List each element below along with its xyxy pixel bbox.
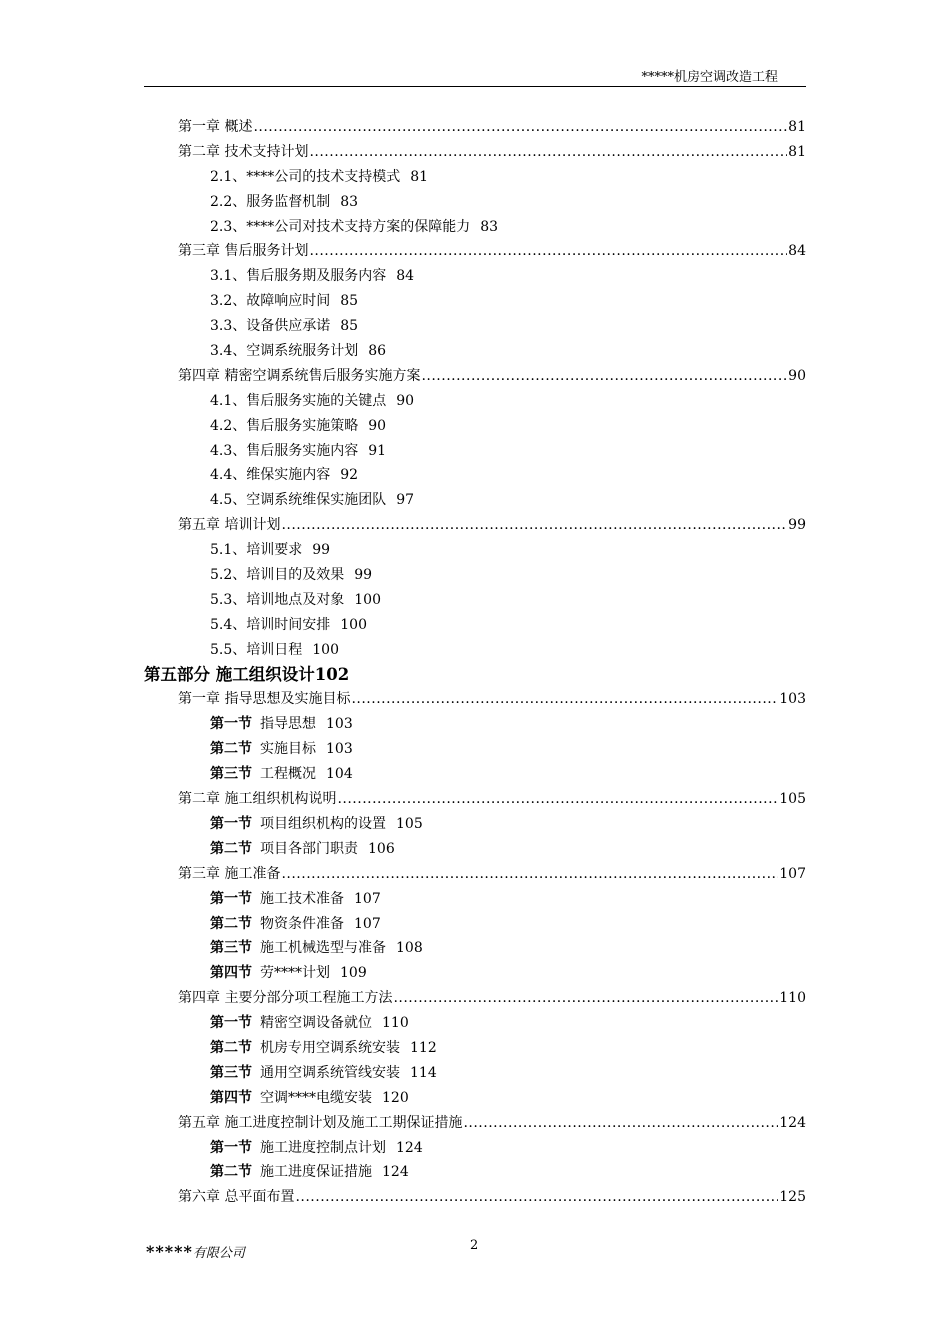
toc-entry-page: 105	[779, 791, 806, 808]
toc-entry-page: 107	[779, 865, 806, 882]
toc-section-label: 第一节	[210, 716, 252, 733]
toc-entry-page: 103	[326, 716, 353, 733]
toc-entry-chapter[interactable]	[144, 862, 806, 887]
toc-entry-title: 2.1、****公司的技术支持模式	[210, 168, 401, 185]
running-header: *****机房空调改造工程	[641, 70, 778, 85]
toc-entry-sub[interactable]	[144, 414, 806, 439]
toc-entry-title: 第一章 指导思想及实施目标	[178, 691, 351, 708]
toc-entry-page: 107	[354, 915, 381, 932]
toc-entry-sub[interactable]	[144, 563, 806, 588]
toc-entry-sub[interactable]	[144, 389, 806, 414]
toc-entry-title: 5.1、培训要求	[210, 542, 303, 559]
table-of-contents	[144, 115, 806, 1210]
toc-entry-sec[interactable]	[144, 837, 806, 862]
company-mark: *****	[146, 1242, 193, 1261]
toc-entry-page: 108	[396, 940, 423, 957]
dot-leader	[309, 140, 787, 165]
toc-entry-sub[interactable]	[144, 463, 806, 488]
toc-entry-title: 施工机械选型与准备	[260, 940, 386, 957]
page-number: 2	[470, 1238, 479, 1253]
toc-entry-title: 5.2、培训目的及效果	[210, 567, 345, 584]
toc-entry-sec[interactable]	[144, 1061, 806, 1086]
toc-entry-page: 100	[340, 616, 367, 633]
toc-entry-page: 99	[354, 567, 373, 584]
toc-entry-sec[interactable]	[144, 1011, 806, 1036]
toc-entry-page: 110	[382, 1015, 409, 1032]
toc-entry-title: 第三章 施工准备	[178, 865, 281, 882]
toc-section-label: 第三节	[210, 1064, 252, 1081]
toc-entry-page: 92	[340, 467, 359, 484]
dot-leader	[337, 787, 778, 812]
dot-leader	[253, 115, 787, 140]
toc-entry-sec[interactable]	[144, 762, 806, 787]
toc-entry-title: 项目各部门职责	[260, 840, 358, 857]
toc-entry-page: 85	[340, 318, 359, 335]
toc-entry-title: 指导思想	[260, 716, 316, 733]
toc-entry-page: 105	[396, 815, 423, 832]
toc-section-label: 第一节	[210, 1015, 252, 1032]
toc-entry-page: 103	[779, 691, 806, 708]
toc-section-label: 第三节	[210, 766, 252, 783]
dot-leader	[393, 986, 778, 1011]
toc-entry-sec[interactable]	[144, 1036, 806, 1061]
toc-entry-sec[interactable]	[144, 1086, 806, 1111]
toc-entry-chapter[interactable]	[144, 1111, 806, 1136]
toc-entry-title: 4.3、售后服务实施内容	[210, 442, 359, 459]
toc-entry-chapter[interactable]	[144, 687, 806, 712]
toc-entry-page: 81	[788, 119, 806, 135]
toc-section-label: 第一节	[210, 815, 252, 832]
toc-entry-sub[interactable]	[144, 165, 806, 190]
toc-section-label: 第二节	[210, 840, 252, 857]
toc-entry-page: 90	[788, 367, 806, 384]
toc-section-label: 第二节	[210, 1164, 252, 1181]
toc-entry-page: 99	[788, 517, 806, 534]
toc-entry-sec[interactable]	[144, 1136, 806, 1161]
toc-entry-title: 通用空调系统管线安装	[260, 1064, 400, 1081]
dot-leader	[281, 862, 778, 887]
toc-entry-page: 99	[312, 542, 331, 559]
toc-entry-chapter[interactable]	[144, 787, 806, 812]
toc-entry-sec[interactable]	[144, 812, 806, 837]
toc-entry-chapter[interactable]	[144, 364, 806, 389]
toc-entry-title: 5.5、培训日程	[210, 641, 303, 658]
toc-entry-page: 107	[354, 890, 381, 907]
toc-section-label: 第二节	[210, 741, 252, 758]
toc-entry-title: 2.3、****公司对技术支持方案的保障能力	[210, 218, 471, 235]
toc-entry-sub[interactable]	[144, 264, 806, 289]
toc-entry-page: 81	[410, 168, 429, 185]
toc-entry-page: 85	[340, 293, 359, 310]
toc-entry-title: 3.1、售后服务期及服务内容	[210, 268, 387, 285]
toc-entry-chapter[interactable]	[144, 513, 806, 538]
toc-entry-title: 4.5、空调系统维保实施团队	[210, 492, 387, 509]
toc-entry-page: 84	[396, 268, 415, 285]
toc-entry-sec[interactable]	[144, 936, 806, 961]
toc-entry-title: 4.4、维保实施内容	[210, 467, 331, 484]
toc-entry-page: 81	[788, 143, 806, 160]
toc-entry-chapter[interactable]	[144, 140, 806, 165]
toc-entry-page: 83	[480, 218, 499, 235]
toc-entry-title: 机房专用空调系统安装	[260, 1039, 400, 1056]
toc-entry-sub[interactable]	[144, 339, 806, 364]
toc-entry-page: 109	[340, 965, 367, 982]
toc-entry-sec[interactable]	[144, 961, 806, 986]
toc-entry-part[interactable]	[144, 663, 806, 688]
toc-entry-page: 100	[354, 591, 381, 608]
toc-entry-sub[interactable]	[144, 638, 806, 663]
company-suffix: 有限公司	[192, 1246, 245, 1261]
toc-entry-title: 第二章 施工组织机构说明	[178, 791, 337, 808]
toc-entry-title: 物资条件准备	[260, 915, 344, 932]
dot-leader	[281, 513, 787, 538]
toc-entry-title: 工程概况	[260, 766, 316, 783]
toc-entry-title: 施工进度控制点计划	[260, 1139, 386, 1156]
toc-section-label: 第二节	[210, 1039, 252, 1056]
toc-entry-page: 104	[326, 766, 353, 783]
toc-entry-page: 112	[410, 1039, 437, 1056]
toc-entry-sec[interactable]	[144, 912, 806, 937]
toc-section-label: 第四节	[210, 965, 252, 982]
toc-section-label: 第一节	[210, 1139, 252, 1156]
toc-entry-sub[interactable]	[144, 190, 806, 215]
toc-entry-title: 实施目标	[260, 741, 316, 758]
toc-entry-page: 125	[779, 1189, 806, 1206]
toc-entry-sub[interactable]	[144, 538, 806, 563]
toc-section-label: 第一节	[210, 890, 252, 907]
toc-entry-page: 103	[326, 741, 353, 758]
toc-entry-chapter[interactable]	[144, 239, 806, 264]
toc-entry-page: 124	[779, 1114, 806, 1131]
header-rule	[144, 86, 806, 87]
toc-entry-title: 劳****计划	[260, 965, 330, 982]
toc-entry-sec[interactable]	[144, 737, 806, 762]
toc-entry-title: 2.2、服务监督机制	[210, 193, 331, 210]
toc-entry-chapter[interactable]	[144, 1185, 806, 1210]
dot-leader	[295, 1185, 778, 1210]
toc-entry-page: 124	[382, 1164, 409, 1181]
toc-entry-title: 第四章 主要分部分项工程施工方法	[178, 990, 393, 1007]
toc-entry-sub[interactable]	[144, 215, 806, 240]
toc-entry-title: 第二章 技术支持计划	[178, 143, 309, 160]
toc-entry-title: 第五章 培训计划	[178, 517, 281, 534]
toc-entry-title: 5.3、培训地点及对象	[210, 591, 345, 608]
toc-entry-title: 第五章 施工进度控制计划及施工工期保证措施	[178, 1114, 463, 1131]
toc-entry-title: 第四章 精密空调系统售后服务实施方案	[178, 367, 421, 384]
toc-entry-page: 100	[312, 641, 339, 658]
dot-leader	[309, 239, 787, 264]
toc-entry-page: 90	[396, 392, 415, 409]
toc-entry-page: 110	[779, 990, 806, 1007]
toc-entry-title: 5.4、培训时间安排	[210, 616, 331, 633]
toc-entry-page: 83	[340, 193, 359, 210]
toc-entry-title: 空调****电缆安装	[260, 1089, 372, 1106]
toc-entry-sec[interactable]	[144, 887, 806, 912]
toc-entry-page: 102	[314, 664, 350, 684]
dot-leader	[351, 687, 778, 712]
dot-leader	[463, 1111, 778, 1136]
toc-entry-title: 第一章 概述	[178, 119, 253, 135]
toc-entry-page: 120	[382, 1089, 409, 1106]
toc-entry-title: 施工进度保证措施	[260, 1164, 372, 1181]
toc-entry-page: 86	[368, 343, 387, 360]
toc-entry-title: 3.2、故障响应时间	[210, 293, 331, 310]
toc-entry-page: 97	[396, 492, 415, 509]
toc-entry-sub[interactable]	[144, 488, 806, 513]
toc-entry-page: 106	[368, 840, 395, 857]
toc-entry-sub[interactable]	[144, 613, 806, 638]
toc-entry-page: 90	[368, 417, 387, 434]
toc-entry-title: 施工技术准备	[260, 890, 344, 907]
toc-entry-chapter[interactable]	[144, 115, 806, 140]
toc-entry-title: 4.1、售后服务实施的关键点	[210, 392, 387, 409]
footer-company	[146, 1242, 245, 1261]
toc-entry-title: 第六章 总平面布置	[178, 1189, 295, 1206]
toc-entry-title: 3.4、空调系统服务计划	[210, 343, 359, 360]
toc-entry-title: 第三章 售后服务计划	[178, 243, 309, 260]
toc-entry-title: 4.2、售后服务实施策略	[210, 417, 359, 434]
toc-entry-title: 项目组织机构的设置	[260, 815, 386, 832]
toc-entry-sec[interactable]	[144, 712, 806, 737]
toc-entry-sub[interactable]	[144, 439, 806, 464]
toc-entry-page: 91	[368, 442, 387, 459]
dot-leader	[421, 364, 787, 389]
toc-entry-chapter[interactable]	[144, 986, 806, 1011]
toc-section-label: 第二节	[210, 915, 252, 932]
toc-entry-title: 第五部分 施工组织设计	[144, 664, 315, 684]
toc-entry-sub[interactable]	[144, 314, 806, 339]
toc-entry-sub[interactable]	[144, 588, 806, 613]
toc-entry-sec[interactable]	[144, 1160, 806, 1185]
toc-entry-sub[interactable]	[144, 289, 806, 314]
toc-entry-title: 3.3、设备供应承诺	[210, 318, 331, 335]
toc-entry-page: 84	[788, 243, 806, 260]
toc-entry-page: 114	[410, 1064, 437, 1081]
toc-entry-title: 精密空调设备就位	[260, 1015, 372, 1032]
toc-section-label: 第三节	[210, 940, 252, 957]
toc-entry-page: 124	[396, 1139, 423, 1156]
toc-section-label: 第四节	[210, 1089, 252, 1106]
